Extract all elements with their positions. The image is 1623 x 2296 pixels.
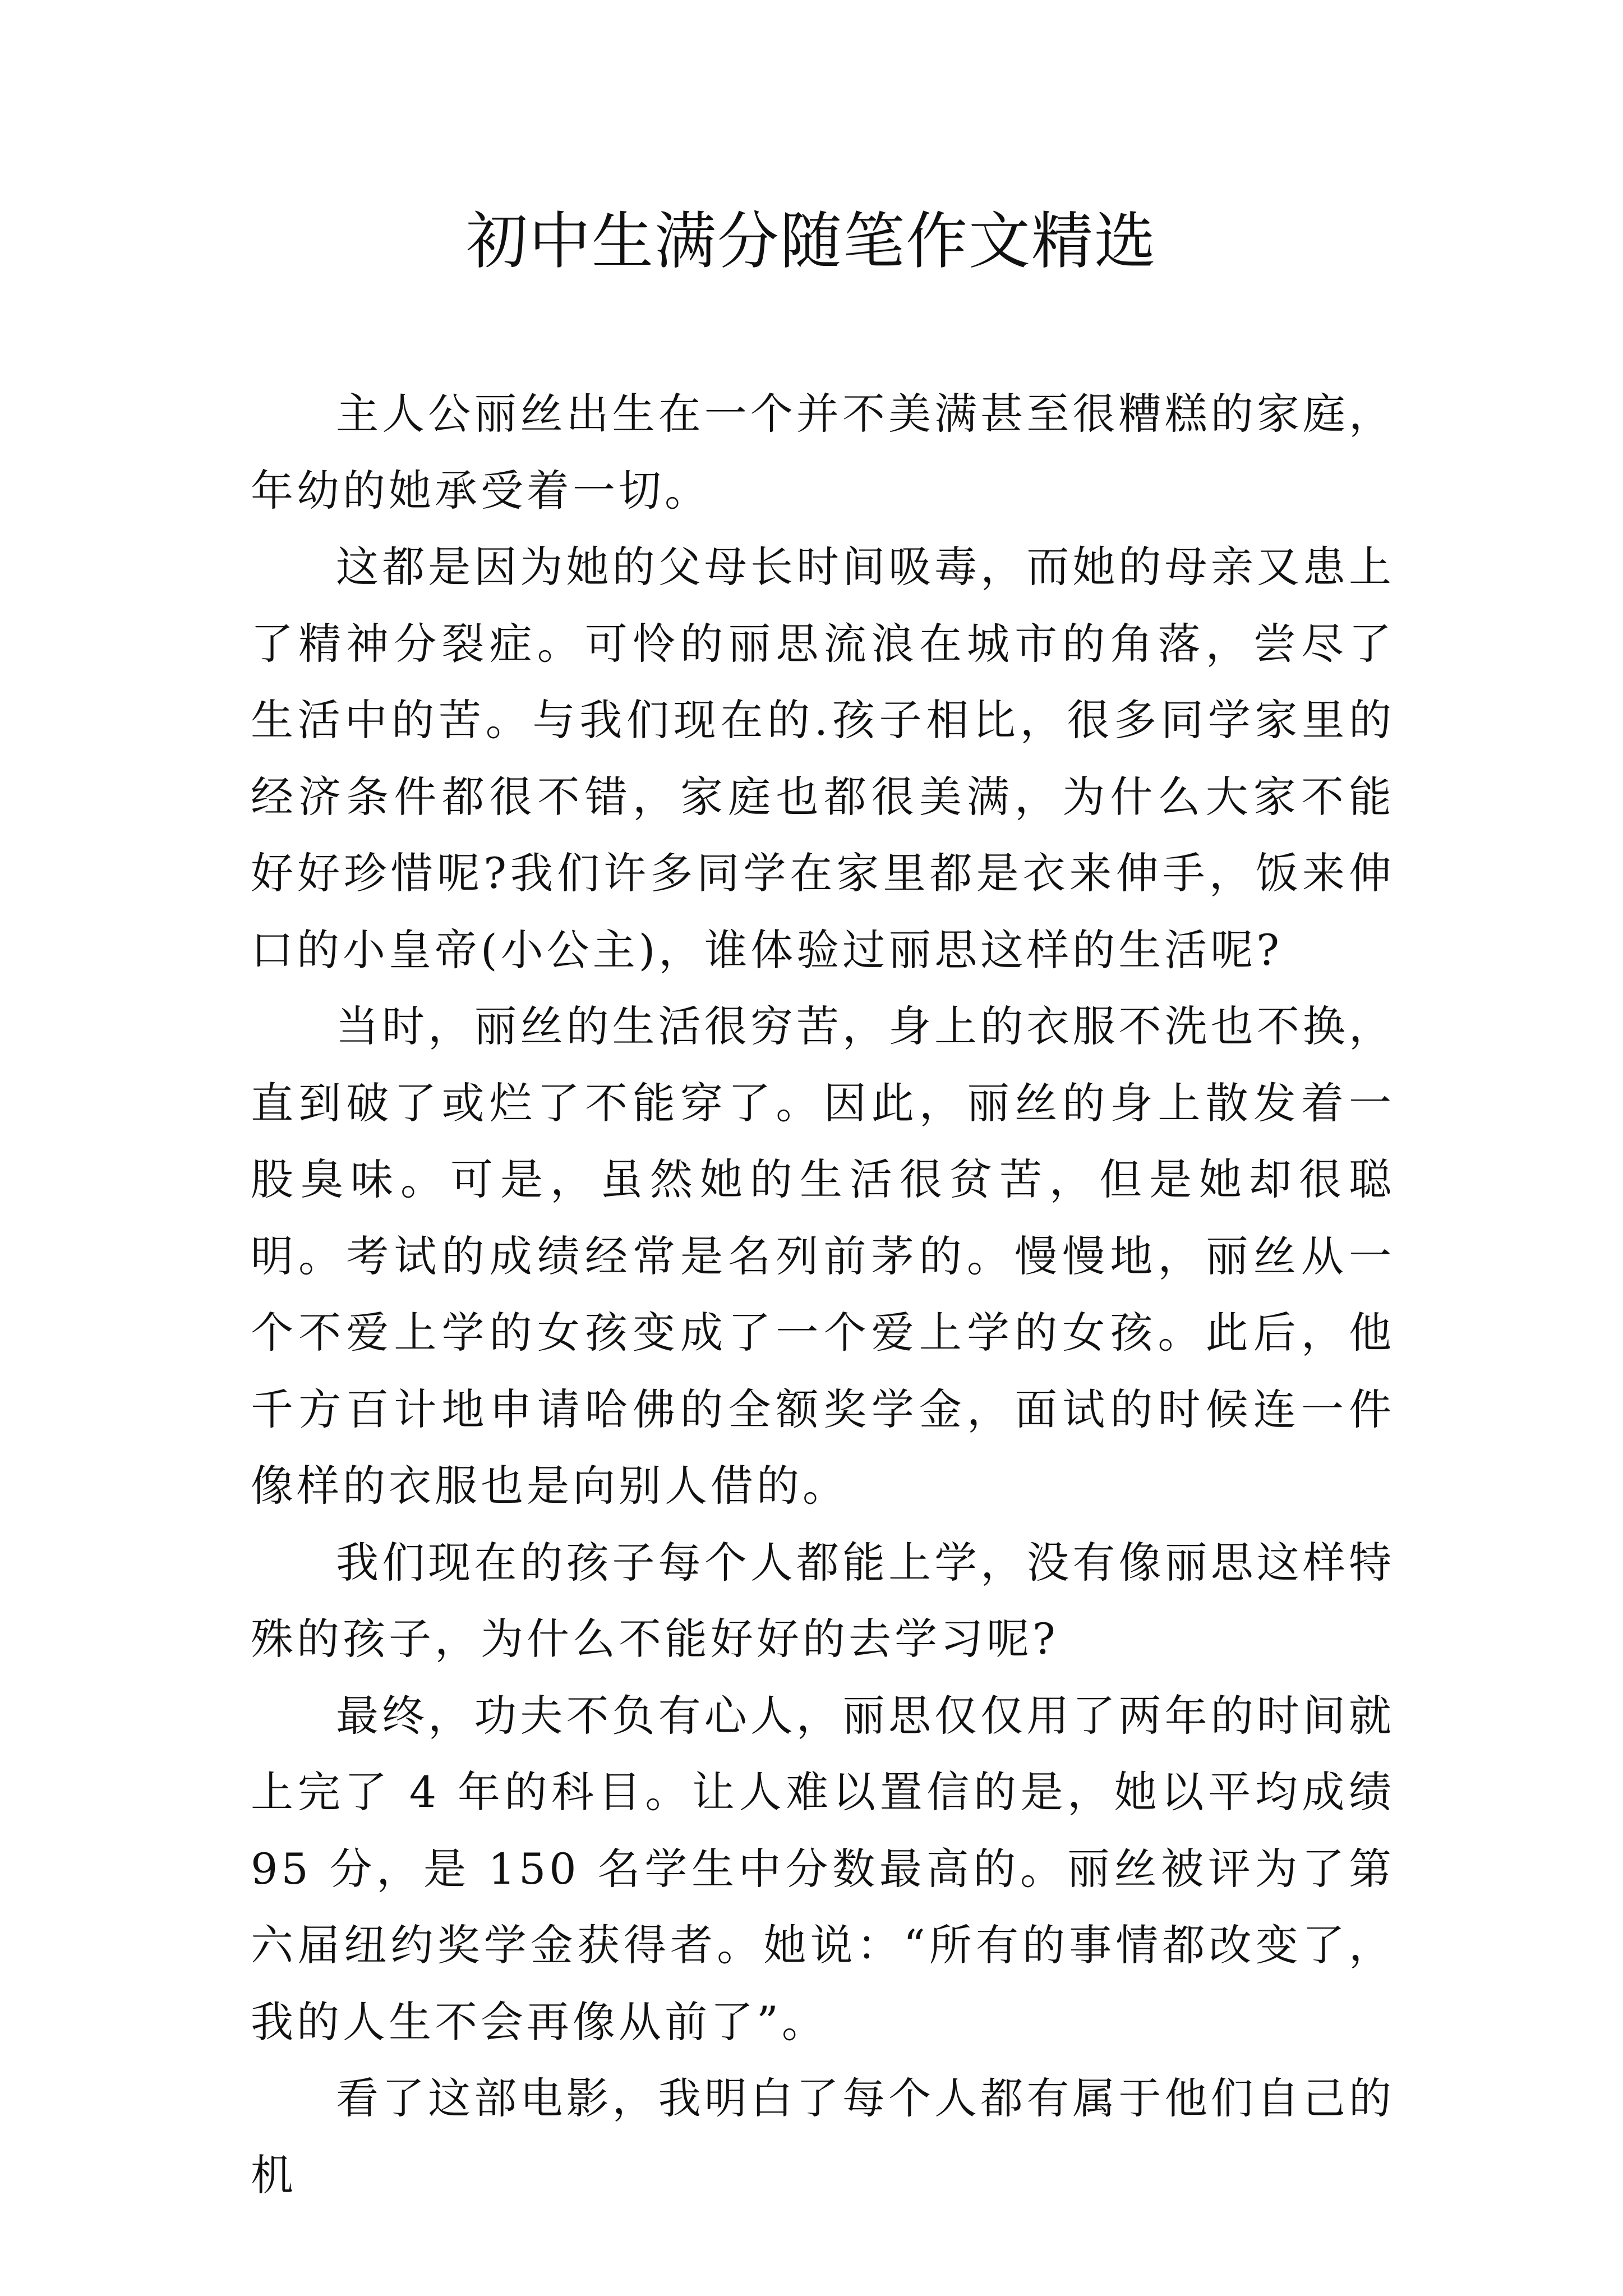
paragraph: 最终，功夫不负有心人，丽思仅仅用了两年的时间就上完了 4 年的科目。让人难以置信的是，她以平均成绩 95 分，是 150 名学生中分数最高的。丽丝被评为了第六届纽约奖学金获得者。她说：“所有的事情都改变了，我的人生不会再像从前了”。 <box>251 1690 1395 2047</box>
paragraph: 这都是因为她的父母长时间吸毒，而她的母亲又患上了精神分裂症。可怜的丽思流浪在城市的角落，尝尽了生活中的苦。与我们现在的.孩子相比，很多同学家里的经济条件都很不错，家庭也都很美满，为什么大家不能好好珍惜呢?我们许多同学在家里都是衣来伸手，饭来伸口的小皇帝(小公主)，谁体验过丽思这样的生活呢? <box>251 542 1395 975</box>
essay-body <box>251 376 1395 2214</box>
paragraph: 我们现在的孩子每个人都能上学，没有像丽思这样特殊的孩子，为什么不能好好的去学习呢? <box>251 1537 1395 1664</box>
paragraph: 看了这部电影，我明白了每个人都有属于他们自己的机 <box>251 2073 1395 2200</box>
page-title: 初中生满分随笔作文精选 <box>466 205 1157 277</box>
paragraph: 主人公丽丝出生在一个并不美满甚至很糟糕的家庭，年幼的她承受着一切。 <box>251 389 1395 516</box>
paragraph: 当时，丽丝的生活很穷苦，身上的衣服不洗也不换，直到破了或烂了不能穿了。因此，丽丝的身上散发着一股臭味。可是，虽然她的生活很贫苦，但是她却很聪明。考试的成绩经常是名列前茅的。慢慢地，丽丝从一个不爱上学的女孩变成了一个爱上学的女孩。此后，他千方百计地申请哈佛的全额奖学金，面试的时候连一件像样的衣服也是向别人借的。 <box>251 1001 1395 1511</box>
